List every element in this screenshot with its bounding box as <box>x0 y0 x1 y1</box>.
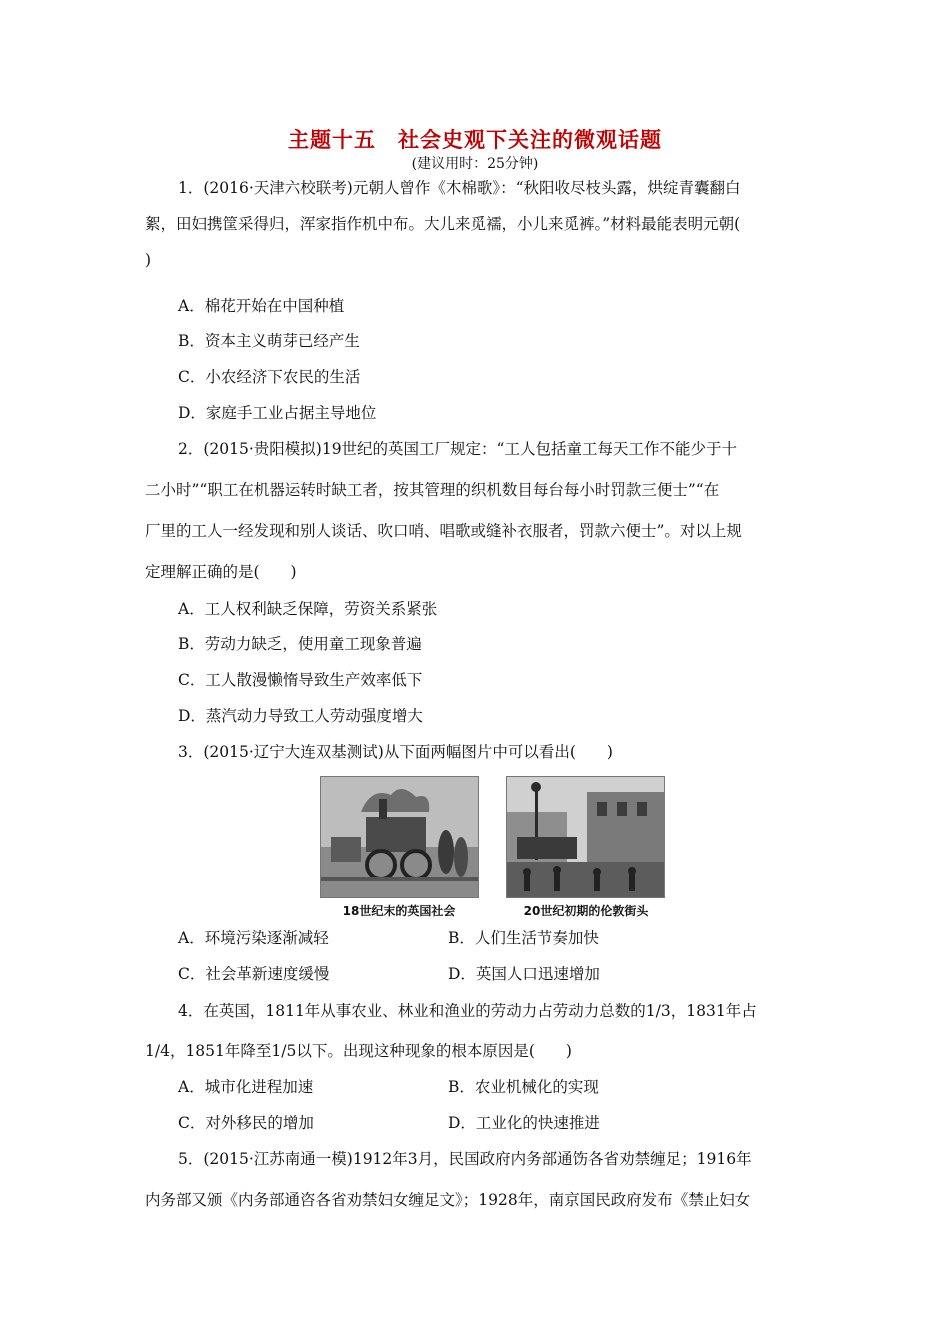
q4-option-b: B．农业机械化的实现 <box>448 1078 599 1096</box>
q4-option-d: D．工业化的快速推进 <box>448 1114 600 1132</box>
q3-option-b: B．人们生活节奏加快 <box>448 929 599 947</box>
q1-line-3: ) <box>145 251 152 269</box>
figure-right-caption: 20世纪初期的伦敦街头 <box>523 904 649 918</box>
figure-left <box>304 776 494 924</box>
q2-line-1: 2．(2015·贵阳模拟)19世纪的英国工厂规定：“工人包括童工每天工作不能少于十 <box>178 440 737 458</box>
q2-option-b: B．劳动力缺乏，使用童工现象普遍 <box>178 635 422 653</box>
q1-option-c: C．小农经济下农民的生活 <box>178 368 361 386</box>
q2-option-a: A．工人权利缺乏保障，劳资关系紧张 <box>178 600 438 618</box>
q1-option-a: A．棉花开始在中国种植 <box>178 297 345 315</box>
q4-line-1: 4．在英国，1811年从事农业、林业和渔业的劳动力占劳动力总数的1/3，1831年占 <box>178 1002 757 1020</box>
steam-locomotive-image <box>320 776 479 898</box>
q1-option-b: B．资本主义萌芽已经产生 <box>178 332 360 350</box>
q3-option-d: D．英国人口迅速增加 <box>448 965 600 983</box>
q1-option-d: D．家庭手工业占据主导地位 <box>178 404 377 422</box>
q2-line-3: 厂里的工人一经发现和别人谈话、吹口哨、唱歌或缝补衣服者，罚款六便士”。对以上规 <box>145 522 742 540</box>
q5-line-1: 5．(2015·江苏南通一模)1912年3月，民国政府内务部通饬各省劝禁缠足；1916年 <box>178 1150 752 1168</box>
q2-line-4: 定理解正确的是( ) <box>145 563 297 581</box>
london-street-image <box>506 776 665 898</box>
q5-line-2: 内务部又颁《内务部通咨各省劝禁妇女缠足文》；1928年，南京国民政府发布《禁止妇女 <box>145 1191 751 1209</box>
q2-line-2: 二小时”“职工在机器运转时缺工者，按其管理的织机数目每台每小时罚款三便士”“在 <box>145 481 720 499</box>
q1-line-2: 絮，田妇携筐采得归，浑家指作机中布。大儿来觅襦，小儿来觅裤。”材料最能表明元朝( <box>145 215 741 233</box>
q3-line-1: 3．(2015·辽宁大连双基测试)从下面两幅图片中可以看出( ) <box>178 743 613 761</box>
page-subtitle: (建议用时：25分钟) <box>411 156 539 172</box>
page-title: 主题十五 社会史观下关注的微观话题 <box>288 128 662 152</box>
q2-option-d: D．蒸汽动力导致工人劳动强度增大 <box>178 707 423 725</box>
figure-left-caption: 18世纪末的英国社会 <box>342 904 456 918</box>
q3-option-a: A．环境污染逐渐减轻 <box>178 929 329 947</box>
q1-line-1: 1．(2016·天津六校联考)元朝人曾作《木棉歌》：“秋阳收尽枝头露，烘绽青囊翻白 <box>178 179 741 197</box>
q4-option-c: C．对外移民的增加 <box>178 1114 314 1132</box>
q4-line-2: 1/4，1851年降至1/5以下。出现这种现象的根本原因是( ) <box>145 1042 572 1060</box>
q3-option-c: C．社会革新速度缓慢 <box>178 965 330 983</box>
q4-option-a: A．城市化进程加速 <box>178 1078 314 1096</box>
q2-option-c: C．工人散漫懒惰导致生产效率低下 <box>178 671 423 689</box>
figure-right <box>486 776 676 924</box>
